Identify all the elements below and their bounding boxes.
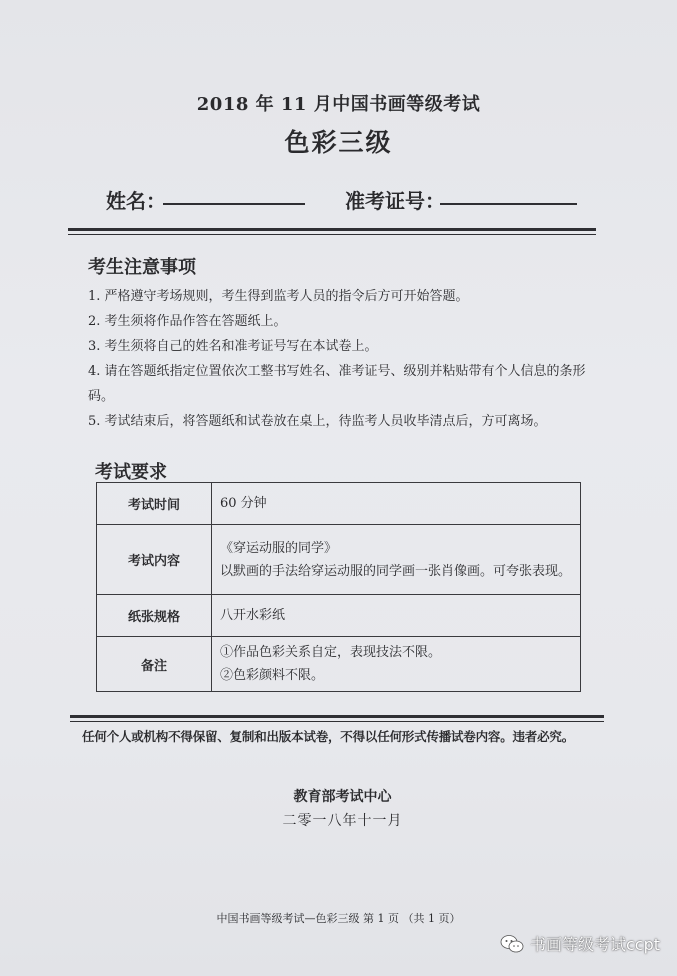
row-key-paper: 纸张规格 [97,595,212,637]
row-value-notes: ①作品色彩关系自定，表现技法不限。 ②色彩颜料不限。 [212,637,581,692]
row-key-notes: 备注 [97,637,212,692]
wechat-icon [500,933,524,955]
name-blank-line [163,203,305,205]
exam-id-label: 准考证号： [345,189,445,213]
bottom-divider [70,715,604,722]
notice-item: 1. 严格遵守考场规则，考生得到监考人员的指令后方可开始答题。 [88,289,469,304]
exam-id-blank-line [440,203,577,205]
top-divider [68,228,596,235]
table-row [97,483,581,525]
row-value-paper: 八开水彩纸 [212,595,581,637]
requirements-table [96,482,581,692]
notice-heading: 考生注意事项 [88,257,196,278]
exam-title: 2018 年 11 月中国书画等级考试 [196,94,481,115]
exam-subtitle: 色彩三级 [284,128,393,157]
notice-list [88,284,588,434]
row-value-content: 《穿运动服的同学》 以默画的手法给穿运动服的同学画一张肖像画。可夸张表现。 [212,525,581,595]
row-key-time: 考试时间 [97,483,212,525]
table-row [97,525,581,595]
name-label: 姓名： [106,189,166,213]
row-value-time: 60 分钟 [212,483,581,525]
row-key-content: 考试内容 [97,525,212,595]
notice-item: 3. 考生须将自己的姓名和准考证号写在本试卷上。 [88,339,378,354]
notice-item: 2. 考生须将作品作答在答题纸上。 [88,314,287,329]
requirements-heading: 考试要求 [95,462,167,483]
issue-date: 二零一八年十一月 [282,813,403,829]
table-row [97,595,581,637]
notice-item: 4. 请在答题纸指定位置依次工整书写姓名、准考证号、级别并粘贴带有个人信息的条形码。 [88,364,586,404]
page-footer: 中国书画等级考试—色彩三级 第 1 页 （共 1 页） [216,912,461,925]
table-row [97,637,581,692]
copyright-warning: 任何个人或机构不得保留、复制和出版本试卷，不得以任何形式传播试卷内容。违者必究。 [82,729,575,744]
issuer: 教育部考试中心 [293,789,392,805]
watermark-text: 书画等级考试ccpt [530,935,661,954]
watermark [500,932,660,955]
notice-item: 5. 考试结束后，将答题纸和试卷放在桌上，待监考人员收毕清点后，方可离场。 [88,414,547,429]
